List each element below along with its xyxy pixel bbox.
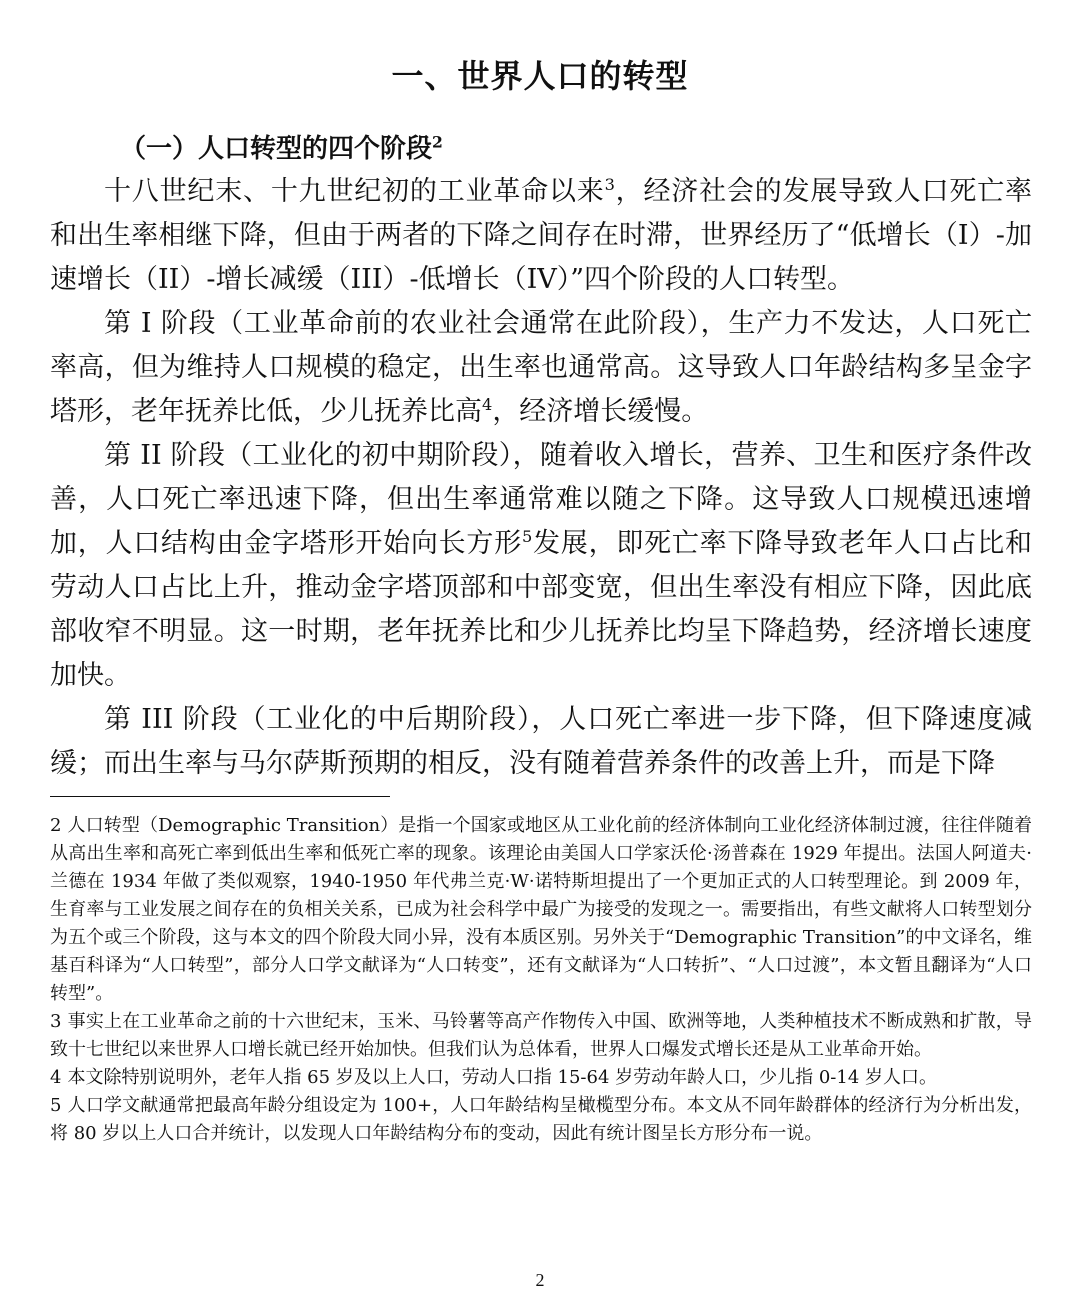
body-text <box>50 170 1032 786</box>
paragraph-intro-text-a: 十八世纪末、十九世纪初的工业革命以来 <box>104 176 605 207</box>
paragraph-stage-1-text-b: ，经济增长缓慢。 <box>492 396 709 427</box>
page-title: 一、世界人口的转型 <box>391 57 689 95</box>
footnote-3 <box>50 1008 1032 1064</box>
paragraph-stage-3: 第 III 阶段（工业化的中后期阶段），人口死亡率进一步下降，但下降速度减缓；而出生率与马尔萨斯预期的相反，没有随着营养条件的改善上升，而是下降 <box>50 704 1032 779</box>
footnote-2 <box>50 812 1032 1008</box>
footnote-5 <box>50 1092 1032 1148</box>
footnote-number: 4 <box>50 1067 62 1088</box>
paragraph-stage-1-text-a: 第 I 阶段（工业革命前的农业社会通常在此阶段），生产力不发达，人口死亡率高，但为维持人口规模的稳定，出生率也通常高。这导致人口年龄结构多呈金字塔形，老年抚养比低，少儿抚养比高 <box>50 308 1032 427</box>
paragraph-stage-2 <box>50 434 1032 698</box>
paragraph-stage-1 <box>50 302 1032 434</box>
paragraph-intro <box>50 170 1032 302</box>
footnote-text: 人口转型（Demographic Transition）是指一个国家或地区从工业化前的经济体制向工业化经济体制过渡，往往伴随着从高出生率和高死亡率到低出生率和低死亡率的现象。该理论由美国人口学家沃伦·汤普森在 1929 年提出。法国人阿道夫·兰德在 1934 年做了类似观察，1940-1950 年代弗兰克·W·诺特斯坦提出了一个更加正式的人口转型理论。到 2009 年，生育率与工业发展之间存在的负相关关系，已成为社会科学中最广为接受的发现之一。需要指出，有些文献将人口转型划分为五个或三个阶段，这与本文的四个阶段大同小异，没有本质区别。另外关于“Demographic Transition”的中文译名，维基百科译为“人口转型”，部分人口学文献译为“人口转变”，还有文献译为“人口转折”、“人口过渡”，本文暂且翻译为“人口转型”。 <box>50 815 1032 1004</box>
footnote-ref-3[interactable]: 3 <box>604 175 615 194</box>
paragraph-stage-2-text-a: 第 II 阶段（工业化的初中期阶段），随着收入增长，营养、卫生和医疗条件改善，人口死亡率迅速下降，但出生率通常难以随之下降。这导致人口规模迅速增加，人口结构由金字塔形开始向长方形 <box>50 440 1032 559</box>
footnote-ref-4[interactable]: 4 <box>482 395 493 414</box>
footnote-number: 5 <box>50 1095 62 1116</box>
page-number: 2 <box>535 1270 545 1290</box>
footnote-4 <box>50 1064 1032 1092</box>
paragraph-stage-2-text-b: 发展，即死亡率下降导致老年人口占比和劳动人口占比上升，推动金字塔顶部和中部变宽，但出生率没有相应下降，因此底部收窄不明显。这一时期，老年抚养比和少儿抚养比均呈下降趋势，经济增长速度加快。 <box>50 528 1033 691</box>
footnote-ref-2[interactable]: 2 <box>432 132 443 152</box>
footnote-text: 本文除特别说明外，老年人指 65 岁及以上人口，劳动人口指 15-64 岁劳动年龄人口，少儿指 0-14 岁人口。 <box>67 1067 938 1088</box>
footnote-text: 事实上在工业革命之前的十六世纪末，玉米、马铃薯等高产作物传入中国、欧洲等地，人类种植技术不断成熟和扩散，导致十七世纪以来世界人口增长就已经开始加快。但我们认为总体看，世界人口爆发式增长还是从工业革命开始。 <box>50 1011 1032 1060</box>
paragraph-intro-text-b: ，经济社会的发展导致人口死亡率和出生率相继下降，但由于两者的下降之间存在时滞，世界经历了“低增长（I）-加速增长（II）-增长减缓（III）-低增长（IV）”四个阶段的人口转型。 <box>50 176 1033 295</box>
footnote-ref-5[interactable]: 5 <box>521 527 533 546</box>
footnote-text: 人口学文献通常把最高年龄分组设定为 100+，人口年龄结构呈橄榄型分布。本文从不同年龄群体的经济行为分析出发，将 80 岁以上人口合并统计，以发现人口年龄结构分布的变动，因此有统计图呈长方形分布一说。 <box>50 1095 1032 1144</box>
footnote-divider <box>50 796 390 797</box>
footnote-number: 2 <box>50 815 62 836</box>
footnote-number: 3 <box>50 1011 62 1032</box>
section-heading-text: （一）人口转型的四个阶段 <box>120 134 433 164</box>
footnotes <box>50 812 1032 1148</box>
section-heading <box>120 128 443 170</box>
